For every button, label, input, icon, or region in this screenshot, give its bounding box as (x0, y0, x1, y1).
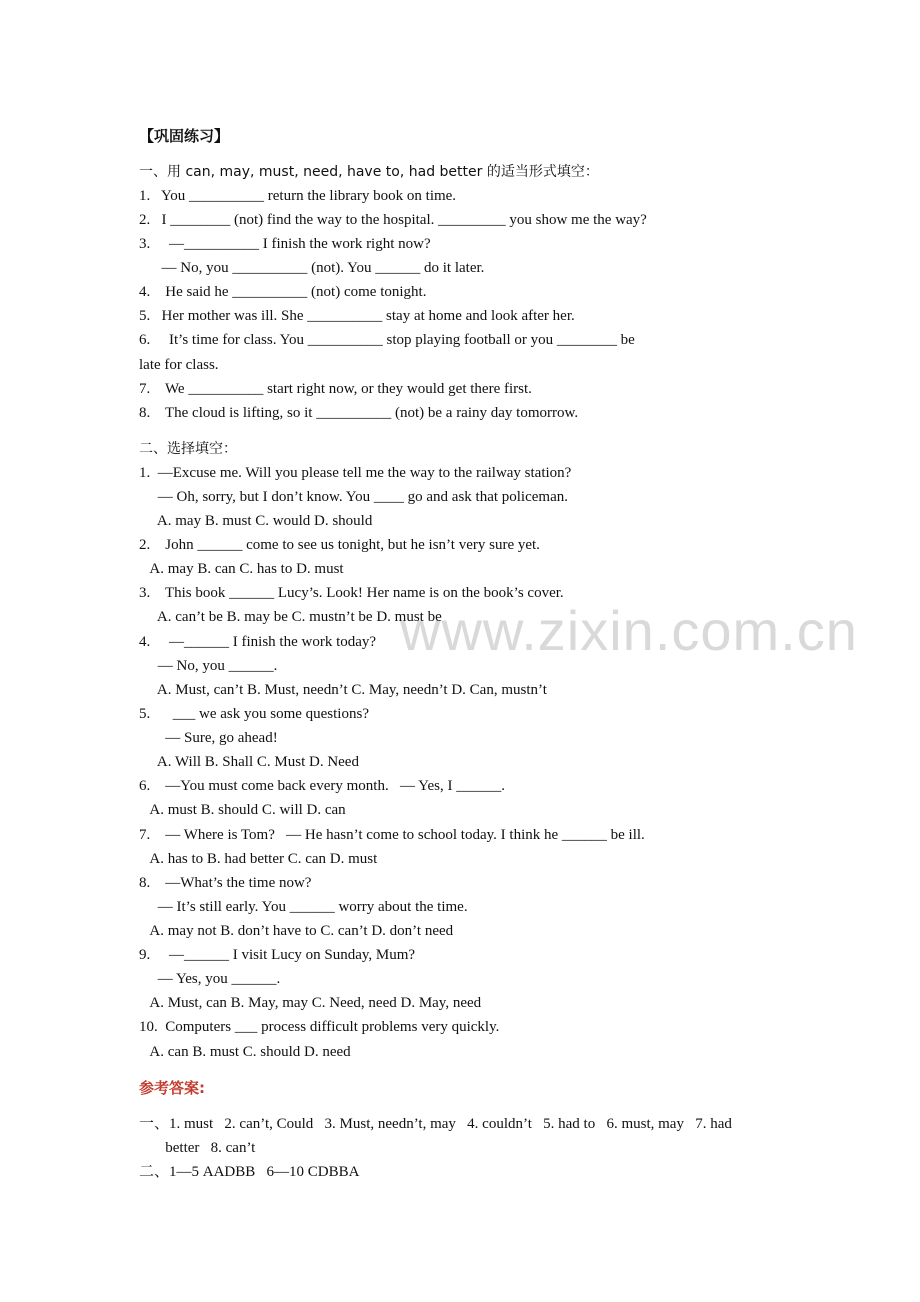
section2-line: 1. —Excuse me. Will you please tell me the way to the railway station? (139, 465, 572, 481)
section2-line: — No, you ______. (139, 658, 278, 674)
section2-line: — Yes, you ______. (139, 971, 281, 987)
watermark: www.zixin.com.cn (400, 599, 858, 662)
section2-line: 3. This book ______ Lucy’s. Look! Her name is on the book’s cover. (139, 585, 564, 601)
section2-line: A. may B. must C. would D. should (139, 513, 373, 529)
answers-line: 二、1—5 AADBB 6—10 CDBBA (139, 1164, 360, 1180)
section1-line: 8. The cloud is lifting, so it __________ (not) be a rainy day tomorrow. (139, 405, 579, 421)
section2-heading: 二、选择填空： (139, 441, 237, 457)
page-title: 【巩固练习】 (139, 127, 230, 145)
section1-heading: 一、用 can, may, must, need, have to, had better 的适当形式填空： (139, 164, 599, 180)
section2-line: A. must B. should C. will D. can (139, 802, 346, 818)
section1-line: 1. You __________ return the library book on time. (139, 188, 457, 204)
section2-line: 7. — Where is Tom? — He hasn’t come to school today. I think he ______ be ill. (139, 827, 645, 843)
section2-line: — It’s still early. You ______ worry about the time. (139, 899, 468, 915)
section1-line: 4. He said he __________ (not) come tonight. (139, 284, 427, 300)
section1-line: 7. We __________ start right now, or they would get there first. (139, 381, 532, 397)
section2-line: 9. —______ I visit Lucy on Sunday, Mum? (139, 947, 416, 963)
section2-line: A. can’t be B. may be C. mustn’t be D. must be (139, 609, 442, 625)
section2-line: A. Will B. Shall C. Must D. Need (139, 754, 359, 770)
section2-line: A. has to B. had better C. can D. must (139, 851, 378, 867)
section1-line: 5. Her mother was ill. She __________ stay at home and look after her. (139, 308, 575, 324)
section2-line: 4. —______ I finish the work today? (139, 634, 377, 650)
section2-line: A. may B. can C. has to D. must (139, 561, 344, 577)
section2-line: A. Must, can’t B. Must, needn’t C. May, needn’t D. Can, mustn’t (139, 682, 547, 698)
section1-line: 2. I ________ (not) find the way to the hospital. _________ you show me the way? (139, 212, 647, 228)
section2-line: 5. ___ we ask you some questions? (139, 706, 369, 722)
section1-line: 6. It’s time for class. You __________ stop playing football or you ________ be (139, 332, 635, 348)
section2-line: 2. John ______ come to see us tonight, but he isn’t very sure yet. (139, 537, 540, 553)
section2-line: A. Must, can B. May, may C. Need, need D. May, need (139, 995, 482, 1011)
section2-line: A. can B. must C. should D. need (139, 1044, 351, 1060)
section1-line: 3. —__________ I finish the work right now? (139, 236, 431, 252)
section2-line: — Oh, sorry, but I don’t know. You ____ go and ask that policeman. (139, 489, 568, 505)
answers-line: better 8. can’t (139, 1140, 256, 1156)
answers-line: 一、1. must 2. can’t, Could 3. Must, needn’t, may 4. couldn’t 5. had to 6. must, may 7. had (139, 1116, 732, 1132)
section2-line: A. may not B. don’t have to C. can’t D. don’t need (139, 923, 454, 939)
section2-line: — Sure, go ahead! (139, 730, 278, 746)
section2-line: 8. —What’s the time now? (139, 875, 312, 891)
section2-line: 6. —You must come back every month. — Yes, I ______. (139, 778, 505, 794)
section1-line: — No, you __________ (not). You ______ do it later. (139, 260, 485, 276)
section1-line: late for class. (139, 357, 219, 373)
answers-heading: 参考答案: (139, 1079, 205, 1097)
section2-line: 10. Computers ___ process difficult problems very quickly. (139, 1019, 500, 1035)
